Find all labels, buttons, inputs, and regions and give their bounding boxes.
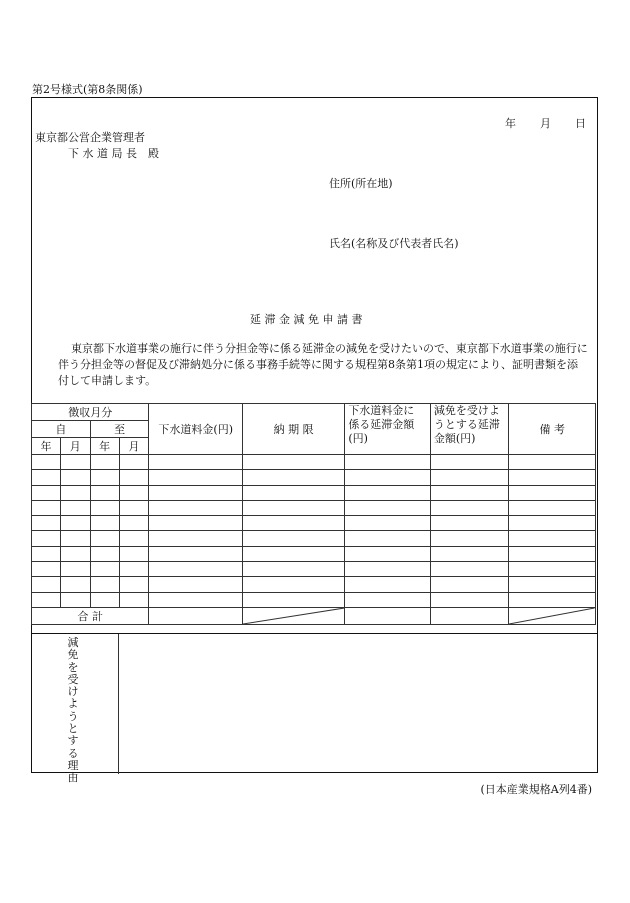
application-statement: 東京都下水道事業の施行に伴う分担金等に係る延滞金の減免を受けたいので、東京都下水道事業の施行に伴う分担金等の督促及び滞納処分に係る事務手続等に関する規程第8条第1項の規定により、証明書類を添付して申請します。	[58, 342, 588, 387]
fee-table	[31, 403, 596, 625]
from-month-header: 月	[60, 438, 90, 455]
reason-input-area[interactable]	[119, 634, 598, 774]
date-month: 月	[540, 117, 551, 130]
table-row	[32, 516, 596, 531]
to-month-header: 月	[119, 438, 149, 455]
name-label: 氏名(名称及び代表者氏名)	[329, 237, 459, 250]
reason-label-cell	[31, 634, 119, 785]
table-row	[32, 500, 596, 515]
table-row	[32, 592, 596, 607]
total-remarks-struck	[509, 607, 596, 624]
table-row	[32, 485, 596, 500]
total-fee-cell[interactable]	[149, 607, 242, 624]
from-header: 自	[32, 421, 91, 438]
late-fee-header: 下水道料金に 係る延滞金額 (円)	[345, 404, 431, 455]
table-row	[32, 531, 596, 546]
date-day: 日	[575, 117, 586, 130]
exemption-amount-header: 減免を受けよ うとする延滞 金額(円)	[430, 404, 509, 455]
table-row	[32, 546, 596, 561]
recipient-line2: 下 水 道 局 長 殿	[68, 147, 159, 160]
recipient-line1: 東京都公営企業管理者	[35, 131, 145, 144]
total-due-date-struck	[242, 607, 344, 624]
remarks-header: 備 考	[509, 404, 596, 455]
fee-header: 下水道料金(円)	[149, 404, 242, 455]
table-row	[32, 470, 596, 485]
document-title: 延 滞 金 減 免 申 請 書	[250, 313, 363, 326]
form-number: 第2号様式(第8条関係)	[32, 83, 143, 96]
due-date-header: 納 期 限	[242, 404, 344, 455]
address-label: 住所(所在地)	[329, 177, 393, 190]
table-row	[32, 577, 596, 592]
total-exemption-cell[interactable]	[430, 607, 509, 624]
from-year-header: 年	[32, 438, 61, 455]
period-header: 徴収月分	[32, 404, 149, 421]
table-row	[32, 562, 596, 577]
total-row	[32, 607, 596, 624]
table-row	[32, 455, 596, 470]
total-late-fee-cell[interactable]	[345, 607, 431, 624]
application-form	[31, 97, 598, 785]
to-year-header: 年	[90, 438, 119, 455]
paper-size-note: (日本産業規格A列4番)	[480, 783, 592, 796]
to-header: 至	[90, 421, 149, 438]
date-year: 年	[505, 117, 516, 130]
total-label: 合 計	[32, 607, 149, 624]
reason-section	[31, 633, 598, 785]
reason-label: 減免を受けようとする理由	[67, 636, 79, 785]
